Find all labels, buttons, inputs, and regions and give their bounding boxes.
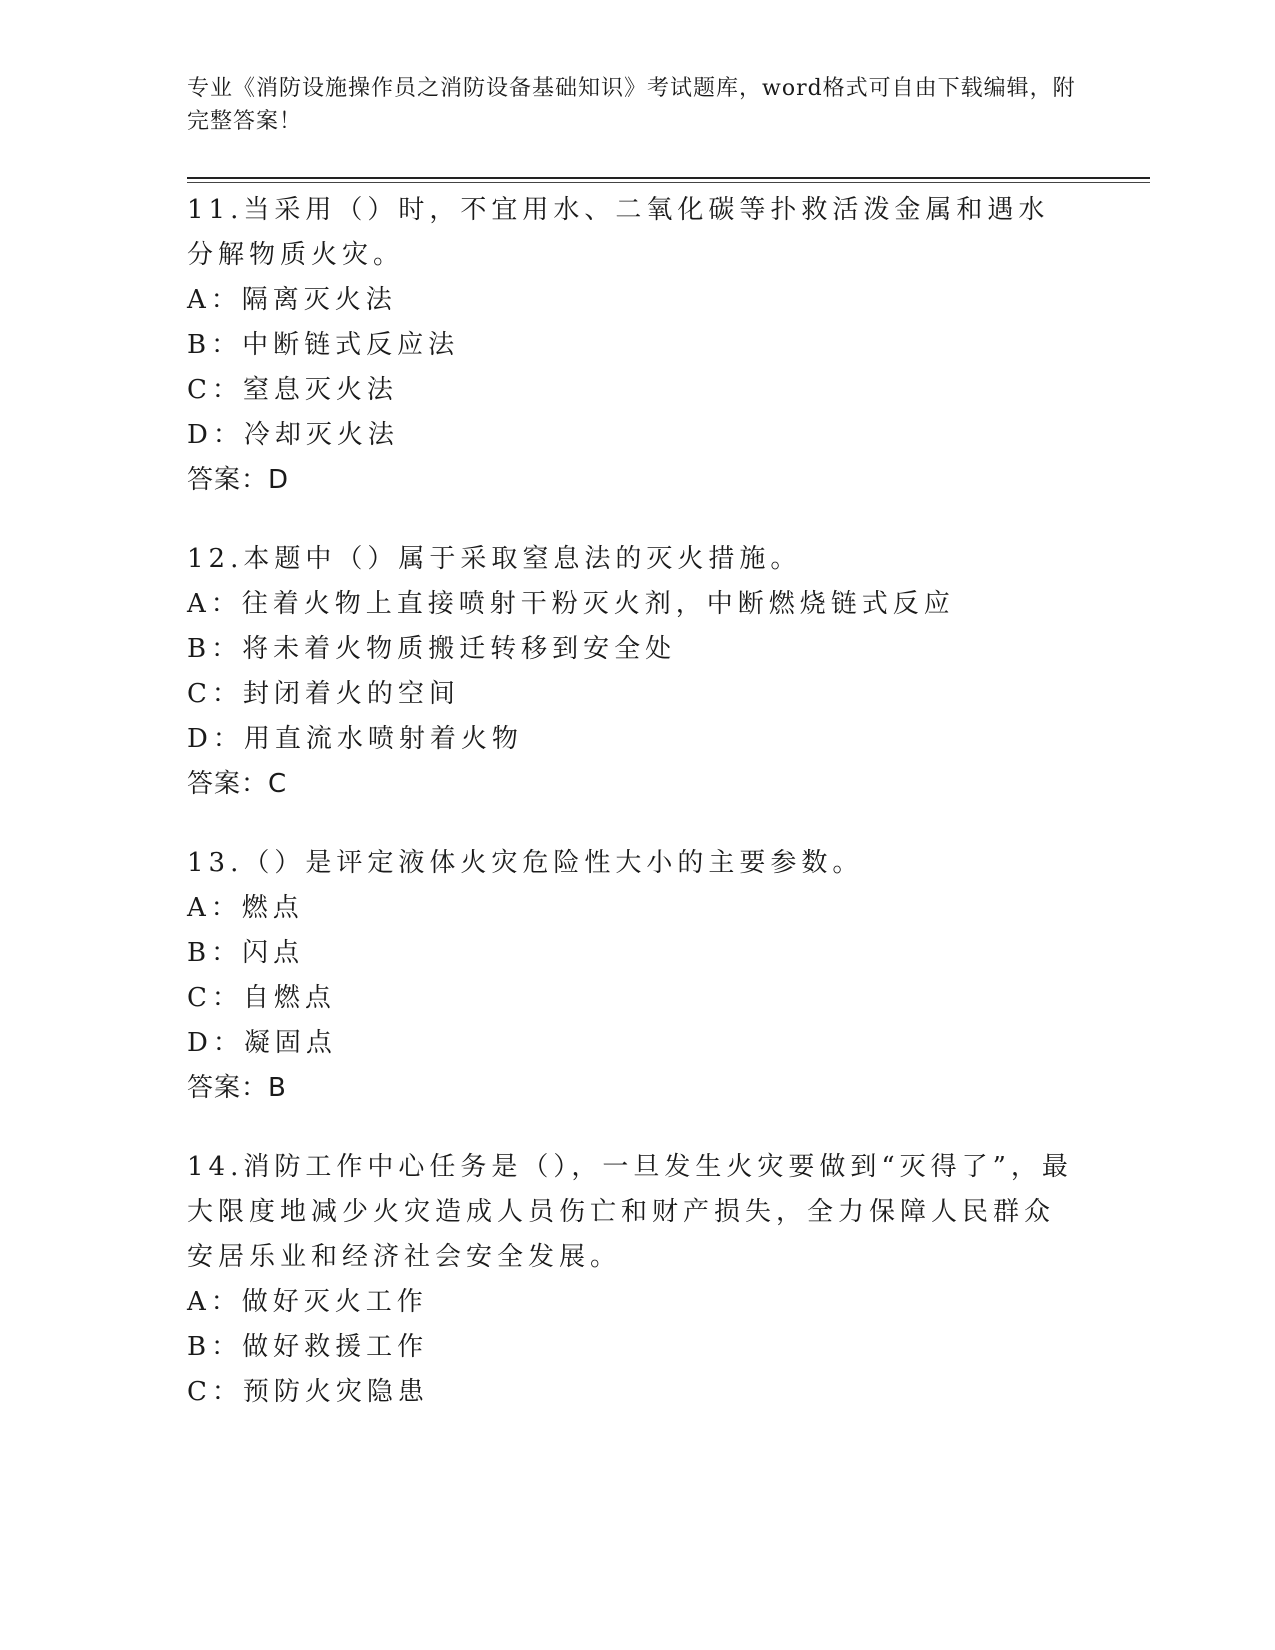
option-b: B：闪点 <box>187 938 305 968</box>
question-stem: 11.当采用（）时，不宜用水、二氧化碳等扑救活泼金属和遇水分解物质火灾。 <box>187 195 1050 270</box>
question-14 <box>187 1145 1077 1415</box>
option-d: D：用直流水喷射着火物 <box>187 724 523 754</box>
option-a: A：往着火物上直接喷射干粉灭火剂，中断燃烧链式反应 <box>187 589 955 619</box>
option-b: B：做好救援工作 <box>187 1332 429 1362</box>
option-c: C：自燃点 <box>187 983 336 1013</box>
question-13 <box>187 841 1077 1111</box>
option-c: C：预防火灾隐患 <box>187 1377 429 1407</box>
question-stem: 12.本题中（）属于采取窒息法的灭火措施。 <box>187 544 802 574</box>
question-11 <box>187 188 1077 503</box>
answer-line: 答案：D <box>187 465 290 495</box>
answer-line: 答案：C <box>187 769 288 799</box>
question-12 <box>187 537 1077 807</box>
answer-line: 答案：B <box>187 1073 287 1103</box>
header-divider-thin <box>187 182 1150 183</box>
option-c: C：窒息灭火法 <box>187 375 398 405</box>
option-b: B：中断链式反应法 <box>187 330 460 360</box>
option-a: A：隔离灭火法 <box>187 285 397 315</box>
option-d: D：凝固点 <box>187 1028 337 1058</box>
option-b: B：将未着火物质搬迁转移到安全处 <box>187 634 677 664</box>
question-stem: 14.消防工作中心任务是（），一旦发生火灾要做到“灭得了”，最大限度地减少火灾造成人员伤亡和财产损失，全力保障人民群众安居乐业和经济社会安全发展。 <box>187 1152 1073 1272</box>
option-c: C：封闭着火的空间 <box>187 679 460 709</box>
option-a: A：做好灭火工作 <box>187 1287 428 1317</box>
option-d: D：冷却灭火法 <box>187 420 399 450</box>
header-divider-thick <box>187 177 1150 179</box>
document-header: 专业《消防设施操作员之消防设备基础知识》考试题库，word格式可自由下载编辑，附完整答案！ <box>187 76 1076 134</box>
question-list <box>187 188 1077 1449</box>
option-a: A：燃点 <box>187 893 304 923</box>
question-stem: 13.（）是评定液体火灾危险性大小的主要参数。 <box>187 848 864 878</box>
